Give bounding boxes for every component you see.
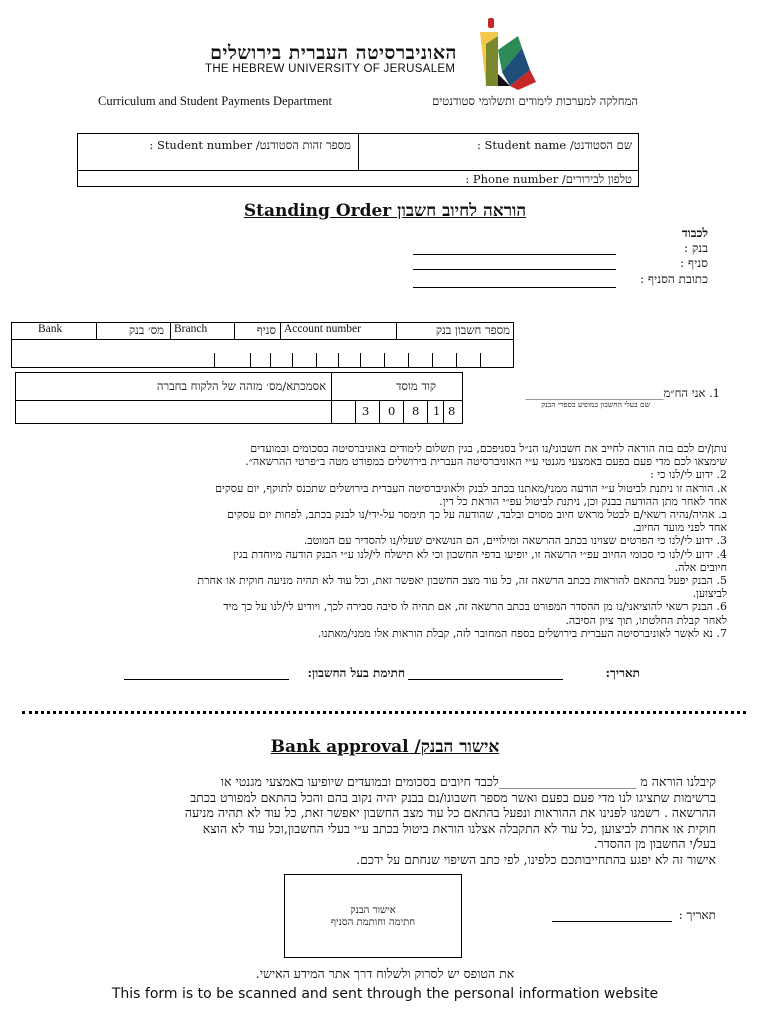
terms-line: לביצוען. <box>692 587 727 601</box>
branch-header-he: סניף <box>256 323 276 337</box>
branch-label: סניף : <box>680 256 708 270</box>
terms-line: אחד לפני מועד החיוב. <box>632 521 727 535</box>
terms-block <box>60 442 727 640</box>
branch-line[interactable] <box>413 269 616 270</box>
bank-approval-line: אישור זה לא יפגע בהתחייבותכם כלפינו, לפי כתב השיפוי שנחתם על ידכם. <box>356 851 716 867</box>
terms-line: אחד לאחר מתן ההודעה בבנק וכן, ניתנת לביטול עפ״י הוראת כל דין. <box>439 494 727 508</box>
code-digit: 3 <box>362 404 370 418</box>
institution-code-label: קוד מוסד <box>395 379 436 393</box>
university-name-english: THE HEBREW UNIVERSITY OF JERUSALEM <box>205 63 456 75</box>
branch-address-label: כתובת הסניף : <box>639 272 708 286</box>
footer-hebrew: את הטופס יש לסרוק ולשלוח דרך אתר המידע האישי. <box>255 966 515 981</box>
code-digit: 0 <box>388 404 396 418</box>
bank-stamp-box[interactable] <box>284 874 462 958</box>
terms-line: 7. נא לאשר לאוניברסיטה העברית בירושלים בספח המחובר לזה, קבלת הוראות אלו ממני/מאתנו. <box>317 626 727 640</box>
stamp-label: אישור הבנק <box>350 905 396 916</box>
date-label: תאריך: <box>605 666 640 680</box>
to-label: לכבוד <box>681 226 708 240</box>
bank-date-label: תאריך : <box>678 908 716 922</box>
bank-header-en: Bank <box>38 323 63 335</box>
student-details-box <box>77 133 639 187</box>
account-header-en: Account number <box>284 323 361 335</box>
account-header-he: מספר חשבון בנק <box>435 323 510 337</box>
institution-code-box <box>15 372 463 424</box>
reference-number-input[interactable] <box>16 401 330 423</box>
code-digit: 8 <box>448 404 456 418</box>
terms-line: 5. הבנק יפעל בהתאם להוראות בכתב הרשאה זה, כל עוד מצב החשבון יאפשר זאת, וכל עוד לא תהיה מניעה חוקית או אחרת <box>197 574 727 588</box>
terms-line: א. הוראה זו ניתנת לביטול ע״י הודעה ממני/מאתנו בכתב לבנק ולאוניברסיטה העברית בירושלים שתכנס לתוקף, יום עסקים <box>215 481 727 495</box>
declaration-line[interactable]: 1. אני הח״מ________________________ <box>525 386 720 400</box>
terms-line: נותן/ים לכם בזה הוראה לחייב את חשבוני/נו הנ״ל בסניפכם, בגין תשלום לימודים באוניברסיטה בסכומים ובמועדים <box>250 442 727 455</box>
declaration-sub: שם בעלי החשבון כמופיע בספרי הבנק <box>541 400 650 409</box>
bank-approval-line: ההרשאה . רשמנו לפנינו את ההוראות ונפעל בהתאם כל עוד מצב החשבון יאפשר זאת, כל עוד לא תהיה מניעה <box>184 805 716 820</box>
stamp-sublabel: חתימה וחותמת הסניף <box>330 917 416 928</box>
university-name-hebrew: האוניברסיטה העברית בירושלים <box>210 42 457 64</box>
code-digit: 8 <box>412 404 420 418</box>
code-digit: 1 <box>433 404 441 418</box>
bank-approval-line: ברשימות שתציגו לנו מדי פעם בפעם ואשר מספר חשבונו/נם בבנק יהיה נקוב בהם והכל בהתאם למפורט בכתב <box>190 789 716 805</box>
bank-header-he: מס׳ בנק <box>128 323 164 337</box>
university-logo <box>460 14 540 92</box>
form-title: Standing Order הוראה לחיוב חשבון <box>243 201 527 221</box>
bank-approval-text <box>100 774 716 867</box>
bank-approval-line: בעל/י החשבון מן ההסדר. <box>593 836 716 851</box>
terms-line: שימצאו לכם מדי פעם בפעם באמצעי מגנטי ע״י האוניברסיטה העברית בירושלים במפורט מטה ב״פרטי ההרשאה״. <box>245 455 727 469</box>
footer-english: This form is to be scanned and sent through the personal information website <box>111 986 659 1002</box>
student-number-field[interactable]: מספר זהות הסטודנט/ Student number : <box>149 138 351 152</box>
signature-line[interactable] <box>124 679 289 680</box>
bank-label: בנק : <box>684 241 708 255</box>
terms-line: 2. ידוע לי/לנו כי : <box>650 468 727 482</box>
terms-line: 6. הבנק רשאי להוציאני/נו מן ההסדר המפורט בכתב הרשאה זה, אם תהיה לו סיבה סבירה לכך, ויודיע לי/לנו על כך מיד <box>223 600 727 614</box>
bank-approval-line: קיבלנו הוראה מ ______________________לכבד חיובים בסכומים ובמועדים שיופיעו באמצעי מגנטי או <box>220 774 716 789</box>
account-holder-signature-label: חתימת בעל החשבון: <box>307 666 405 680</box>
date-line[interactable] <box>408 679 563 680</box>
account-input-area[interactable] <box>12 340 513 368</box>
terms-line: 4. ידוע לי/לנו כי סכומי החיוב עפ״י הרשאה זו, יופיעו בדפי החשבון וכי לא תישלח לי/לנו ע״י הבנק הודעה מיוחדת בגין <box>233 547 727 561</box>
terms-line: לאחר קבלת החלטתו, תוך ציון הסיבה. <box>565 613 727 627</box>
student-name-field[interactable]: שם הסטודנט/ Student name : <box>476 138 632 152</box>
branch-header-en: Branch <box>174 323 208 335</box>
bank-line[interactable] <box>413 254 616 255</box>
bank-approval-line: חוקית או אחרת לביצוען ,כל עוד לא התקבלה אצלנו הוראת ביטול בכתב ע״י בעלי החשבון,וכל עוד לא הוצא <box>202 820 716 836</box>
phone-field[interactable]: טלפון לבירורים/ Phone number : <box>465 172 632 186</box>
bank-date-line[interactable] <box>552 921 672 922</box>
terms-line: 3. ידוע לי/לנו כי הפרטים שצוינו בכתב ההרשאה ומילויים, הם הנושאים שעלי/נו להסדיר עם המוטב. <box>303 534 727 548</box>
department-hebrew: המחלקה למערכות לימודים ותשלומי סטודנטים <box>432 94 638 108</box>
bank-account-table <box>11 322 514 368</box>
bank-approval-title: Bank approval /אישור הבנק <box>270 737 500 757</box>
terms-line: ב. אהיה/נהיה רשאי/ם לבטל מראש חיוב מסוים ובלבד, שהודעה על כך תימסר על-ידי/נו לבנק בכתב, לפחות יום עסקים <box>227 508 727 522</box>
department-english: Curriculum and Student Payments Department <box>98 94 332 108</box>
terms-line: חיובים אלה. <box>674 560 727 574</box>
branch-address-line[interactable] <box>413 287 616 288</box>
reference-number-label: אסמכתא/מס׳ מזהה של הלקוח בחברה <box>156 379 326 393</box>
cut-line <box>22 711 746 714</box>
